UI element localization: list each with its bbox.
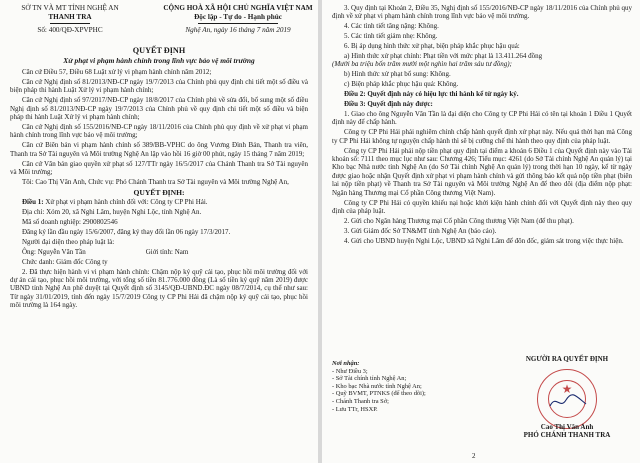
national-motto: Độc lập - Tự do - Hạnh phúc xyxy=(194,13,282,21)
representative-position: Chức danh: Giám đốc Công ty xyxy=(22,257,108,266)
recipient: - Quỹ BVMT, PTNKS (để theo dõi); xyxy=(332,390,426,398)
document-page-1 xyxy=(0,0,318,463)
article-1-label: Điều 1: xyxy=(22,198,44,207)
main-penalty: a) Hình thức xử phạt chính: Phạt tiền với mức phạt là 13.411.264 đồng xyxy=(344,52,543,61)
page-number: 2 xyxy=(472,452,476,460)
agency-name: THANH TRA xyxy=(48,13,92,21)
document-subtitle: Xử phạt vi phạm hành chính trong lĩnh vực bảo vệ môi trường xyxy=(63,56,255,65)
remedial-measures: c) Biện pháp khắc phục hậu quả: Không. xyxy=(344,80,459,89)
recipient: - Như Điều 3; xyxy=(332,367,368,375)
violation-description: 2. Đã thực hiện hành vi vi phạm hành chính: Chậm nộp ký quỹ cải tạo, phục hồi môi trường đối với dự án cải tạo, phục hồi môi trường, với tổng số tiền 81.776.000 đồng (Là số tiền ký quỹ năm 2019) được UBND tỉnh Nghệ An phê duyệt tại Quyết định số 3145/QĐ-UBND.ĐC ngày 08/7/2014, cụ thể như sau: Từ ngày 31/01/2019, tính đến ngày 15/7/2019 Công ty CP Phi Hải đã chậm nộp ký quỹ cải tạo, phục hồi môi trường là 164 ngày. xyxy=(10,267,308,310)
recipients-list xyxy=(332,360,452,413)
legal-basis: Căn cứ Nghị định số 155/2016/NĐ-CP ngày 18/11/2016 của Chính phủ quy định về xử phạt vi phạm hành chính trong lĩnh vực bảo vệ môi trường; xyxy=(10,122,308,140)
decision-heading: QUYẾT ĐỊNH: xyxy=(133,188,185,198)
violator-registration: Đăng ký lần đầu ngày 15/6/2007, đăng ký thay đổi lần 06 ngày 17/3/2017. xyxy=(22,228,231,236)
compliance-notice: Công ty CP Phi Hải phải nghiêm chỉnh chấp hành quyết định xử phạt này. Nếu quá thời hạn mà Công ty CP Phi Hải không tự nguyện chấp hành thì sẽ bị cưỡng chế thi hành theo quy định của pháp luật. xyxy=(332,128,632,145)
article-3: Điều 3: Quyết định này được: xyxy=(344,100,433,109)
delivery-item-2: 2. Gửi cho Ngân hàng Thương mại Cổ phần Công thương Việt Nam (để thu phạt). xyxy=(344,216,574,225)
delivery-item-4: 4. Gửi cho UBND huyện Nghi Lộc, UBND xã Nghi Lâm để đôn đốc, giám sát trong việc thực hiện. xyxy=(344,236,624,245)
nation-name: CỘNG HOÀ XÃ HỘI CHỦ NGHĨA VIỆT NAM xyxy=(163,4,313,12)
legal-representative xyxy=(10,248,308,256)
legal-basis: Căn cứ Nghị định số 81/2013/NĐ-CP ngày 19/7/2013 của Chính phủ quy định chi tiết một số điều và biện pháp thi hành Luật Xử lý vi phạm hành chính; xyxy=(10,77,308,95)
document-number: Số: 400/QĐ-XPVPHC xyxy=(37,26,103,34)
delivery-item-3: 3. Gửi Giám đốc Sở TN&MT tỉnh Nghệ An (báo cáo). xyxy=(344,226,497,235)
header-divider xyxy=(50,23,90,24)
legal-basis: Căn cứ Nghị định số 97/2017/NĐ-CP ngày 18/8/2017 của Chính phủ về sửa đổi, bổ sung một số điều Nghị định số 81/2013/NĐ-CP ngày 19/7/2013 của Chính phủ về quy định chi tiết một số điều và biện pháp thi hành Luật Xử lý vi phạm hành chính; xyxy=(10,96,308,122)
document-title: QUYẾT ĐỊNH xyxy=(132,46,186,55)
sanctions-intro: 6. Bị áp dụng hình thức xử phạt, biện pháp khắc phục hậu quả: xyxy=(344,42,520,51)
article-1-text: Xử phạt vi phạm hành chính đối với: Công ty CP Phi Hải. xyxy=(43,198,208,207)
payment-instructions: Công ty CP Phi Hải phải nộp tiền phạt quy định tại điểm a khoản 6 Điều 1 của Quyết định này vào Tài khoản số: 7111 theo mục lục như sau: Chương 426; Tiểu mục: 4261 (do Sở Tài chính Nghệ An quản lý) tại Kho bạc Nhà nước tỉnh Nghệ An (do Sở Tài chính Nghệ An quản lý) trong thời hạn 10 ngày, kể từ ngày được giao hoặc nhận Quyết định xử phạt vi phạm hành chính và gửi thông báo kết quả nộp tiền phạt (biên lai nộp tiền phạt) về Thanh tra Sở Tài nguyên và Môi trường Nghệ An để theo dõi (địa điểm nộp phạt: Ngân hàng Thương mại Cổ phần Công thương Việt Nam). xyxy=(332,146,632,197)
recipient: - Kho bạc Nhà nước tỉnh Nghệ An; xyxy=(332,382,422,390)
recipients-title: Nơi nhận: xyxy=(332,360,360,367)
additional-penalty: b) Hình thức xử phạt bổ sung: Không. xyxy=(344,70,451,79)
aggravating-factors: 4. Các tình tiết tăng nặng: Không. xyxy=(344,22,439,31)
appeal-rights: Công ty CP Phi Hải có quyền khiếu nại hoặc khởi kiện hành chính đối với Quyết định này theo quy định của pháp luật. xyxy=(332,198,632,215)
issue-date: Nghệ An, ngày 16 tháng 7 năm 2019 xyxy=(185,26,291,34)
delivery-item-1: 1. Giao cho ông Nguyễn Văn Tần là đại diện cho Công ty CP Phi Hải có tên tại khoản 1 Điều 1 Quyết định này để chấp hành. xyxy=(332,109,632,127)
signer-title: NGƯỜI RA QUYẾT ĐỊNH xyxy=(525,355,609,363)
document-header xyxy=(10,4,313,44)
legal-basis: Căn cứ Biên bản vi phạm hành chính số 389/BB-VPHC do ông Vương Đình Bản, Thanh tra viên, Thanh tra Sở Tài nguyên và Môi trường Nghệ An lập vào hồi 16 giờ 00 phút, ngày 15 tháng 7 năm 2019; xyxy=(10,141,308,158)
legal-basis: Căn cứ Văn bản giao quyền xử phạt số 127/TTr ngày 16/5/2017 của Chánh Thanh tra Sở Tài nguyên và Môi trường; xyxy=(10,159,308,176)
article-2: Điều 2: Quyết định này có hiệu lực thi hành kể từ ngày ký. xyxy=(344,90,519,99)
recipient: - Lưu TTr, HSXP. xyxy=(332,405,378,413)
national-title xyxy=(158,4,318,35)
handwritten-signature xyxy=(548,392,588,412)
document-page-2 xyxy=(322,0,640,463)
article-1 xyxy=(10,198,308,206)
recipient: - Sở Tài chính tỉnh Nghệ An; xyxy=(332,375,407,383)
seal-star-icon: ★ xyxy=(561,382,573,396)
motto-divider xyxy=(198,23,278,24)
legal-representative-intro: Người đại diện theo pháp luật là: xyxy=(22,237,115,246)
mitigating-factors: 5. Các tình tiết giảm nhẹ: Không. xyxy=(344,32,438,41)
legal-basis: Căn cứ Điều 57, Điều 68 Luật xử lý vi phạm hành chính năm 2012; xyxy=(22,68,212,76)
parent-agency: SỞ TN VÀ MT TỈNH NGHỆ AN xyxy=(21,4,119,12)
legal-basis: Tôi: Cao Thị Vân Anh, Chức vụ: Phó Chánh Thanh tra Sở Tài nguyên và Môi trường Nghệ An, xyxy=(22,177,289,186)
representative-gender: Giới tính: Nam xyxy=(145,247,189,256)
issuing-agency xyxy=(10,4,130,35)
penalty-in-words: (Mười ba triệu bốn trăm mười một nghìn hai trăm sáu tư đồng); xyxy=(332,60,512,69)
recipient: - Chánh Thanh tra Sở; xyxy=(332,397,389,405)
violator-address: Địa chỉ: Xóm 20, xã Nghi Lâm, huyện Nghi Lộc, tỉnh Nghệ An. xyxy=(22,208,202,217)
signature-block xyxy=(502,355,632,439)
signer-name: Cao Thị Vân Anh xyxy=(540,423,594,431)
official-seal xyxy=(537,369,597,429)
violator-tax-code: Mã số doanh nghiệp: 2900802546 xyxy=(22,218,118,227)
signer-position: PHÓ CHÁNH THANH TRA xyxy=(523,431,611,439)
legal-provision: 3. Quy định tại Khoản 2, Điều 35, Nghị định số 155/2016/NĐ-CP ngày 18/11/2016 của Chính phủ quy định về xử phạt vi phạm hành chính trong lĩnh vực bảo vệ môi trường. xyxy=(332,4,632,21)
representative-name: Ông: Nguyễn Văn Tần xyxy=(22,247,86,256)
